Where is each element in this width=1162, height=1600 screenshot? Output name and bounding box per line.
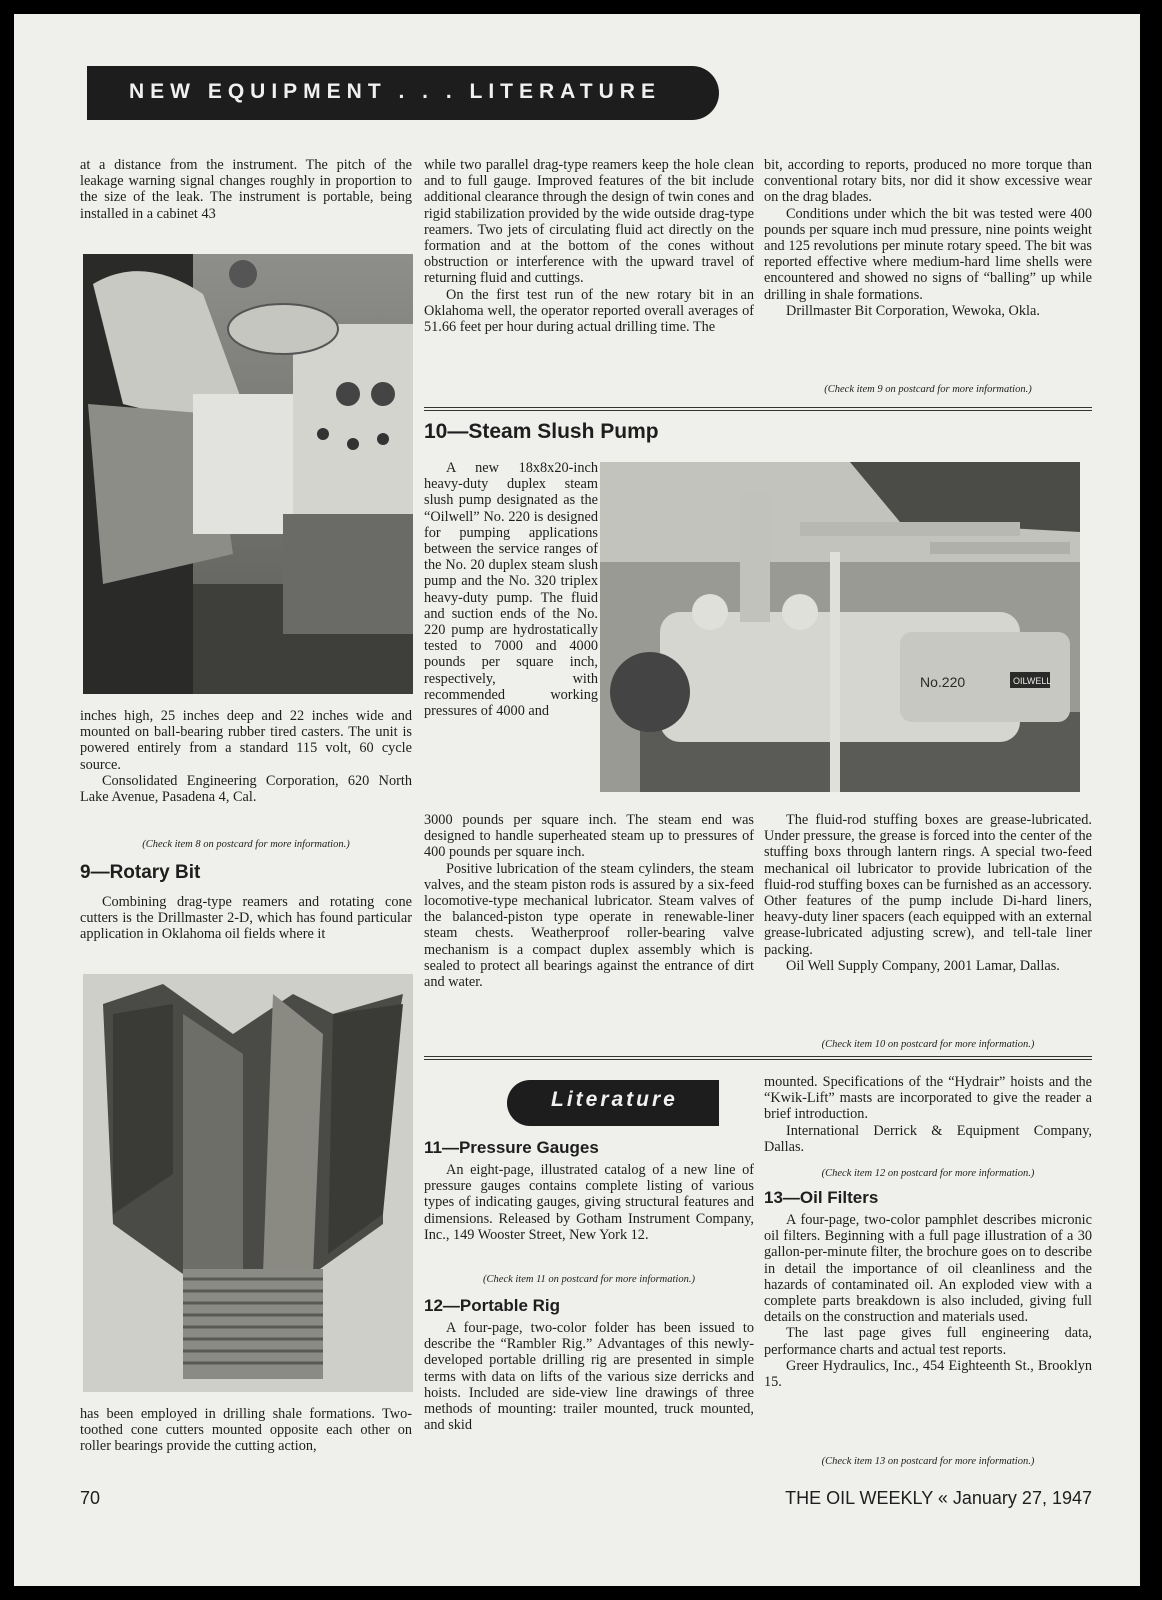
lit-col3-text: mounted. Specifications of the “Hydrair” hoists and the “Kwik-Lift” masts are incorporated to give the reader a brief introduction. International Derrick & Equipment Company, Dallas. [764, 1074, 1092, 1155]
col1-mid-text: inches high, 25 inches deep and 22 inches wide and mounted on ball-bearing rubber tired casters. The unit is powered entirely from a standard 115 volt, 60 cycle source. Consolidated Engineering Corporation, 620 North Lake Avenue, Pasadena 4, Cal. [80, 708, 412, 806]
magazine-page [14, 14, 1140, 1586]
literature-tab-label: Literature [551, 1088, 678, 1111]
banner-title: NEW EQUIPMENT . . . LITERATURE [129, 80, 661, 103]
portable-rig-heading: 12—Portable Rig [424, 1296, 561, 1315]
section-banner [87, 66, 719, 120]
col2-top-text: while two parallel drag-type reamers keep the hole clean and to full gauge. Improved features of the bit include additional clearance through the design of twin cones and rigid stabilization provided by the wide outside drag-type reamers. Two jets of circulating fluid act directly on the formation and at the bottom of the cones without obstruction or interference with the upward travel of returning fluid and cuttings. On the first test run of the new rotary bit in an Oklahoma well, the operator reported overall averages of 51.66 feet per hour during actual drilling time. The [424, 157, 754, 336]
rotary-bit-photo [83, 974, 413, 1392]
pump-narrow-text: A new 18x8x20-inch heavy-duty duplex steam slush pump designated as the “Oilwell” No. 220 is designed for pumping applications between the service ranges of the No. 20 duplex steam slush pump and the No. 320 triplex heavy-duty pump. The fluid and suction ends of the No. 220 pump are hydrostatically tested to 7000 and 4000 pounds per square inch, respectively, with recommended working pressures of 4000 and [424, 460, 598, 720]
check-item-12: (Check item 12 on postcard for more information.) [821, 1168, 1035, 1179]
pump-col3-text: The fluid-rod stuffing boxes are grease-lubricated. Under pressure, the grease is forced into the center of the stuffing boxs through lantern rings. A special two-feed mechanical oil lubricator to provide lubrication of the fluid-rod stuffing boxes can be furnished as an accessory. Other features of the pump include Di-hard liners, heavy-duty liner spacers (each equipped with an external grease-lubricated adjusting screw), and tell-tale liner packing. Oil Well Supply Company, 2001 Lamar, Dallas. [764, 812, 1092, 974]
slush-pump-photo [600, 462, 1080, 792]
oil-filters-text: A four-page, two-color pamphlet describes micronic oil filters. Beginning with a full page illustration of a 30 gallon-per-minute filter, the brochure goes on to describe in detail the importance of oil cleanliness and the hazards of contaminated oil. An exploded view with a complete parts breakdown is also included, giving full details on the construction and materials used. The last page gives full engineering data, performance charts and actual test reports. Greer Hydraulics, Inc., 454 Eighteenth St., Brooklyn 15. [764, 1212, 1092, 1391]
col1-rotary-text: Combining drag-type reamers and rotating cone cutters is the Drillmaster 2-D, which has found particular application in Oklahoma oil fields where it [80, 894, 412, 943]
page-number: 70 [80, 1488, 101, 1508]
pump-col2-text: 3000 pounds per square inch. The steam end was designed to handle superheated steam up to pressures of 400 pounds per square inch. Positive lubrication of the steam cylinders, the steam valves, and the steam piston rods is assured by a six-feed locomotive-type mechanical lubricator. Steam valves of the balanced-piston type operate in renewable-liner steam chests. Weatherproof roller-bearing valve mechanism is a compact duplex assembly which is sealed to protect all bearings against the entrance of dirt and water. [424, 812, 754, 991]
pump-brand-plate: OILWELL [1013, 676, 1052, 686]
section-divider-2 [424, 1056, 1092, 1060]
literature-tab [507, 1080, 719, 1126]
col1-bottom-text: has been employed in drilling shale formations. Two-toothed cone cutters mounted opposite each other on roller bearings provide the cutting action, [80, 1406, 412, 1455]
check-item-10: (Check item 10 on postcard for more information.) [821, 1039, 1035, 1050]
steam-slush-pump-heading: 10—Steam Slush Pump [424, 420, 659, 443]
check-item-8: (Check item 8 on postcard for more information.) [142, 839, 350, 850]
col1-top-text: at a distance from the instrument. The pitch of the leakage warning signal changes roughly in proportion to the size of the leak. The instrument is portable, being installed in a cabinet 43 [80, 157, 412, 222]
section-divider [424, 407, 1092, 411]
oil-filters-heading: 13—Oil Filters [764, 1188, 879, 1207]
pressure-gauges-text: An eight-page, illustrated catalog of a new line of pressure gauges contains complete listing of various types of indicating gauges, giving structural features and dimensions. Released by Gotham Instrument Company, Inc., 149 Wooster Street, New York 12. [424, 1162, 754, 1243]
publication-line: THE OIL WEEKLY « January 27, 1947 [785, 1488, 1092, 1508]
check-item-11: (Check item 11 on postcard for more information.) [483, 1274, 695, 1285]
leak-detector-photo [83, 254, 413, 694]
check-item-13: (Check item 13 on postcard for more information.) [821, 1456, 1035, 1467]
pressure-gauges-heading: 11—Pressure Gauges [424, 1138, 599, 1157]
col3-top-text: bit, according to reports, produced no more torque than conventional rotary bits, nor did it show excessive wear on the drag blades. Conditions under which the bit was tested were 400 pounds per square inch mud pressure, nine points weight and 125 revolutions per minute rotary speed. The bit was reported effective where medium-hard lime shells were encountered and showed no signs of “balling” up while drilling in shale formations. Drillmaster Bit Corporation, Wewoka, Okla. [764, 157, 1092, 319]
check-item-9: (Check item 9 on postcard for more information.) [824, 384, 1032, 395]
portable-rig-text: A four-page, two-color folder has been issued to describe the “Rambler Rig.” Advantages of this newly-developed portable drilling rig are presented in simple terms with data on lifts of the various size derricks and hoists. Included are side-view line drawings of three methods of mounting: trailer mounted, truck mounted, and skid [424, 1320, 754, 1434]
pump-plate-number: No.220 [920, 674, 966, 690]
rotary-bit-heading: 9—Rotary Bit [80, 862, 201, 883]
